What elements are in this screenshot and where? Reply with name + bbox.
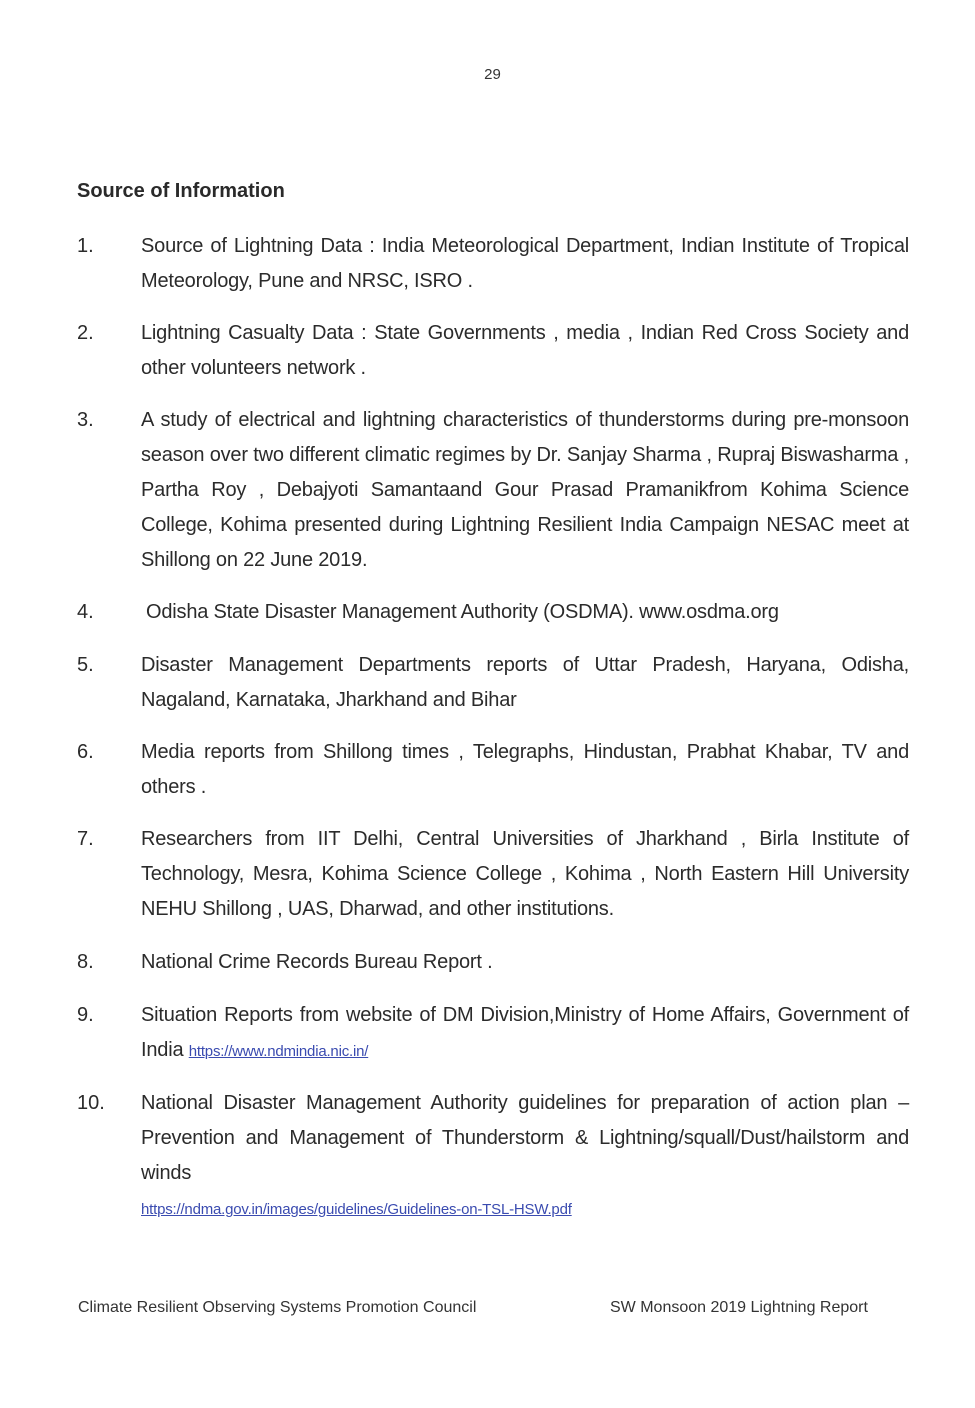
item-number: 9. (77, 1004, 94, 1026)
list-item (77, 403, 909, 578)
item-number: 10. (77, 1092, 105, 1114)
item-number: 4. (77, 601, 94, 623)
item-number: 8. (77, 951, 94, 973)
item-number: 3. (77, 409, 94, 431)
footer-report-title: SW Monsoon 2019 Lightning Report (610, 1299, 868, 1316)
list-item (77, 316, 909, 386)
item-text: Disaster Management Departments reports of Uttar Pradesh, Haryana, Odisha, Nagaland, Karnataka, Jharkhand and Bihar (141, 654, 909, 711)
item-number: 7. (77, 828, 94, 850)
item-text: Lightning Casualty Data : State Governments , media , Indian Red Cross Society and other volunteers network . (141, 322, 909, 379)
item-text: National Crime Records Bureau Report . (141, 951, 493, 973)
item-text-body: National Disaster Management Authority guidelines for preparation of action plan – Prevention and Management of Thunderstorm & Lightning/squall/Dust/hailstorm and winds (141, 1092, 909, 1184)
ndma-guidelines-link[interactable]: https://ndma.gov.in/images/guidelines/Guidelines-on-TSL-HSW.pdf (141, 1201, 572, 1218)
ndmindia-link[interactable]: https://www.ndmindia.nic.in/ (188, 1043, 369, 1060)
item-number: 5. (77, 654, 94, 676)
section-heading: Source of Information (77, 180, 285, 202)
item-text: Media reports from Shillong times , Telegraphs, Hindustan, Prabhat Khabar, TV and others . (141, 741, 909, 798)
list-item (77, 229, 909, 299)
list-item (77, 1086, 909, 1226)
item-text (141, 1086, 909, 1226)
list-item (77, 998, 909, 1069)
list-item (77, 595, 909, 630)
page-number: 29 (484, 66, 501, 83)
list-item (77, 945, 909, 980)
item-number: 1. (77, 235, 94, 257)
item-text: Odisha State Disaster Management Authority (OSDMA). www.osdma.org (146, 601, 779, 623)
item-text-body: Situation Reports from website of DM Division,Ministry of Home Affairs, Government of India (141, 1004, 909, 1061)
list-item (77, 735, 909, 805)
list-item (77, 822, 909, 927)
item-text (141, 998, 909, 1069)
item-text: Researchers from IIT Delhi, Central Universities of Jharkhand , Birla Institute of Technology, Mesra, Kohima Science College , Kohima , North Eastern Hill University NEHU Shillong , UAS, Dharwad, and other institutions. (141, 828, 909, 920)
item-text: Source of Lightning Data : India Meteorological Department, Indian Institute of Tropical Meteorology, Pune and NRSC, ISRO . (141, 235, 909, 292)
item-number: 6. (77, 741, 94, 763)
item-number: 2. (77, 322, 94, 344)
footer-organization: Climate Resilient Observing Systems Promotion Council (78, 1299, 477, 1316)
item-text: A study of electrical and lightning characteristics of thunderstorms during pre-monsoon season over two different climatic regimes by Dr. Sanjay Sharma , Rupraj Biswasharma , Partha Roy , Debajyoti Samantaand Gour Prasad Pramanikfrom Kohima Science College, Kohima presented during Lightning Resilient India Campaign NESAC meet at Shillong on 22 June 2019. (141, 409, 909, 571)
list-item (77, 648, 909, 718)
